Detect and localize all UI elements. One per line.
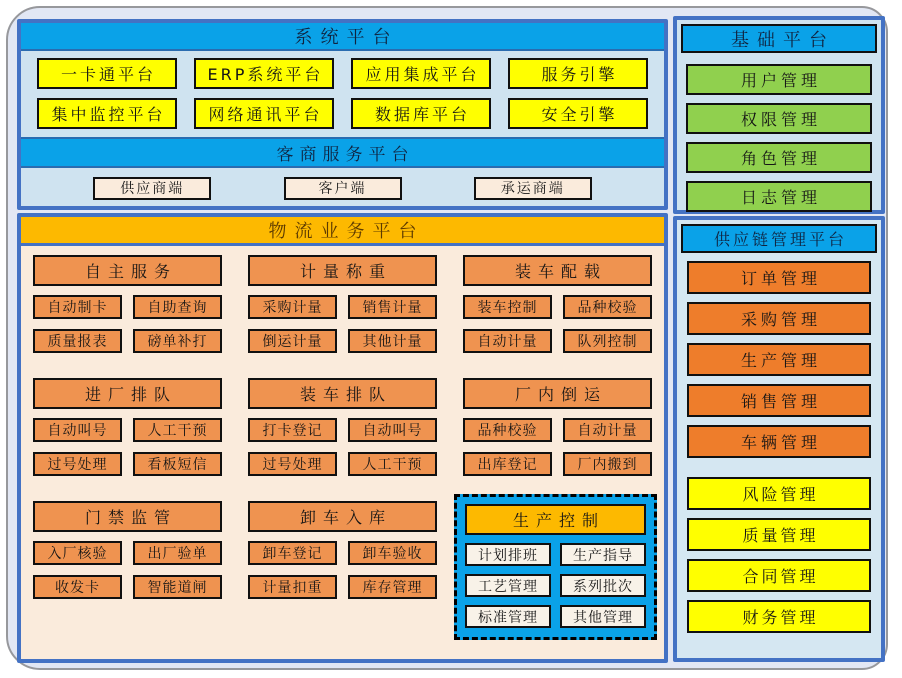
module-chip: 采购计量: [248, 295, 337, 319]
section-weighing: [248, 255, 437, 353]
section-title: 进厂排队: [33, 378, 222, 409]
module-log-mgmt: 日志管理: [686, 181, 872, 212]
module-chip: 其他计量: [348, 329, 437, 353]
module-chip: 库存管理: [348, 575, 437, 599]
clients-row: [21, 168, 664, 208]
spacer: [687, 466, 871, 469]
module-chip: 计划排班: [465, 543, 551, 566]
module-production-mgmt: 生产管理: [687, 343, 871, 376]
system-platform-title: 系统平台: [21, 23, 664, 51]
client-carrier: 承运商端: [474, 177, 592, 200]
module-chip: 过号处理: [248, 452, 337, 476]
section-entry-queue: [33, 378, 222, 476]
module-card-platform: 一卡通平台: [37, 58, 177, 89]
section-plant-transfer: [463, 378, 652, 476]
section-items: [248, 295, 437, 353]
section-title: 生产控制: [465, 504, 646, 535]
section-title: 厂内倒运: [463, 378, 652, 409]
logistics-platform-title: 物流业务平台: [21, 217, 664, 246]
section-title: 卸车入库: [248, 501, 437, 532]
module-quality-mgmt: 质量管理: [687, 518, 871, 551]
module-chip: 自动计量: [463, 329, 552, 353]
module-chip: 收发卡: [33, 575, 122, 599]
module-integration-platform: 应用集成平台: [351, 58, 491, 89]
module-chip: 品种校验: [563, 295, 652, 319]
module-chip: 装车控制: [463, 295, 552, 319]
module-chip: 过号处理: [33, 452, 122, 476]
section-title: 自主服务: [33, 255, 222, 286]
module-chip: 倒运计量: [248, 329, 337, 353]
section-access-control: [33, 501, 222, 640]
supply-module-stack: [677, 257, 881, 637]
base-platform-title: 基础平台: [681, 24, 877, 53]
module-chip: 出厂验单: [133, 541, 222, 565]
module-risk-mgmt: 风险管理: [687, 477, 871, 510]
module-purchase-mgmt: 采购管理: [687, 302, 871, 335]
module-chip: 生产指导: [560, 543, 646, 566]
section-title: 门禁监管: [33, 501, 222, 532]
module-chip: 卸车验收: [348, 541, 437, 565]
module-chip: 自动叫号: [348, 418, 437, 442]
module-chip: 标准管理: [465, 605, 551, 628]
section-self-service: [33, 255, 222, 353]
module-database-platform: 数据库平台: [351, 98, 491, 129]
section-items: [33, 541, 222, 599]
module-chip: 打卡登记: [248, 418, 337, 442]
module-chip: 卸车登记: [248, 541, 337, 565]
section-items: [465, 543, 646, 628]
module-chip: 看板短信: [133, 452, 222, 476]
client-customer: 客户端: [284, 177, 402, 200]
module-chip: 其他管理: [560, 605, 646, 628]
module-chip: 厂内搬到: [563, 452, 652, 476]
module-user-mgmt: 用户管理: [686, 64, 872, 95]
module-vehicle-mgmt: 车辆管理: [687, 425, 871, 458]
module-contract-mgmt: 合同管理: [687, 559, 871, 592]
module-service-engine: 服务引擎: [508, 58, 648, 89]
module-sales-mgmt: 销售管理: [687, 384, 871, 417]
module-chip: 人工干预: [348, 452, 437, 476]
module-chip: 系列批次: [560, 574, 646, 597]
panel-base-platform: [673, 16, 885, 214]
module-chip: 销售计量: [348, 295, 437, 319]
module-chip: 自动计量: [563, 418, 652, 442]
module-chip: 人工干预: [133, 418, 222, 442]
panel-supply-chain-platform: [673, 216, 885, 662]
section-items: [463, 418, 652, 476]
section-truck-loading: [463, 255, 652, 353]
module-chip: 自助查询: [133, 295, 222, 319]
module-order-mgmt: 订单管理: [687, 261, 871, 294]
system-module-grid: [21, 51, 664, 129]
base-module-stack: [677, 57, 881, 219]
client-supplier: 供应商端: [93, 177, 211, 200]
customer-service-platform-bar: 客商服务平台: [21, 137, 664, 168]
module-permission-mgmt: 权限管理: [686, 103, 872, 134]
section-unloading-storage: [248, 501, 437, 640]
panel-system-platform: [17, 19, 668, 210]
module-erp-platform: ERP系统平台: [194, 58, 334, 89]
module-monitoring-platform: 集中监控平台: [37, 98, 177, 129]
module-chip: 磅单补打: [133, 329, 222, 353]
section-production-control: [454, 494, 657, 640]
section-loading-queue: [248, 378, 437, 476]
module-finance-mgmt: 财务管理: [687, 600, 871, 633]
module-role-mgmt: 角色管理: [686, 142, 872, 173]
logistics-sections: [21, 246, 664, 640]
supply-chain-platform-title: 供应链管理平台: [681, 224, 877, 253]
module-chip: 计量扣重: [248, 575, 337, 599]
section-title: 装车配载: [463, 255, 652, 286]
section-title: 装车排队: [248, 378, 437, 409]
module-chip: 入厂核验: [33, 541, 122, 565]
module-chip: 品种校验: [463, 418, 552, 442]
section-items: [33, 418, 222, 476]
section-items: [248, 541, 437, 599]
module-network-platform: 网络通讯平台: [194, 98, 334, 129]
section-items: [248, 418, 437, 476]
module-chip: 质量报表: [33, 329, 122, 353]
module-chip: 出库登记: [463, 452, 552, 476]
module-security-engine: 安全引擎: [508, 98, 648, 129]
section-items: [463, 295, 652, 353]
section-title: 计量称重: [248, 255, 437, 286]
section-items: [33, 295, 222, 353]
panel-logistics-platform: [17, 213, 668, 663]
module-chip: 自动制卡: [33, 295, 122, 319]
module-chip: 自动叫号: [33, 418, 122, 442]
module-chip: 队列控制: [563, 329, 652, 353]
module-chip: 工艺管理: [465, 574, 551, 597]
module-chip: 智能道闸: [133, 575, 222, 599]
